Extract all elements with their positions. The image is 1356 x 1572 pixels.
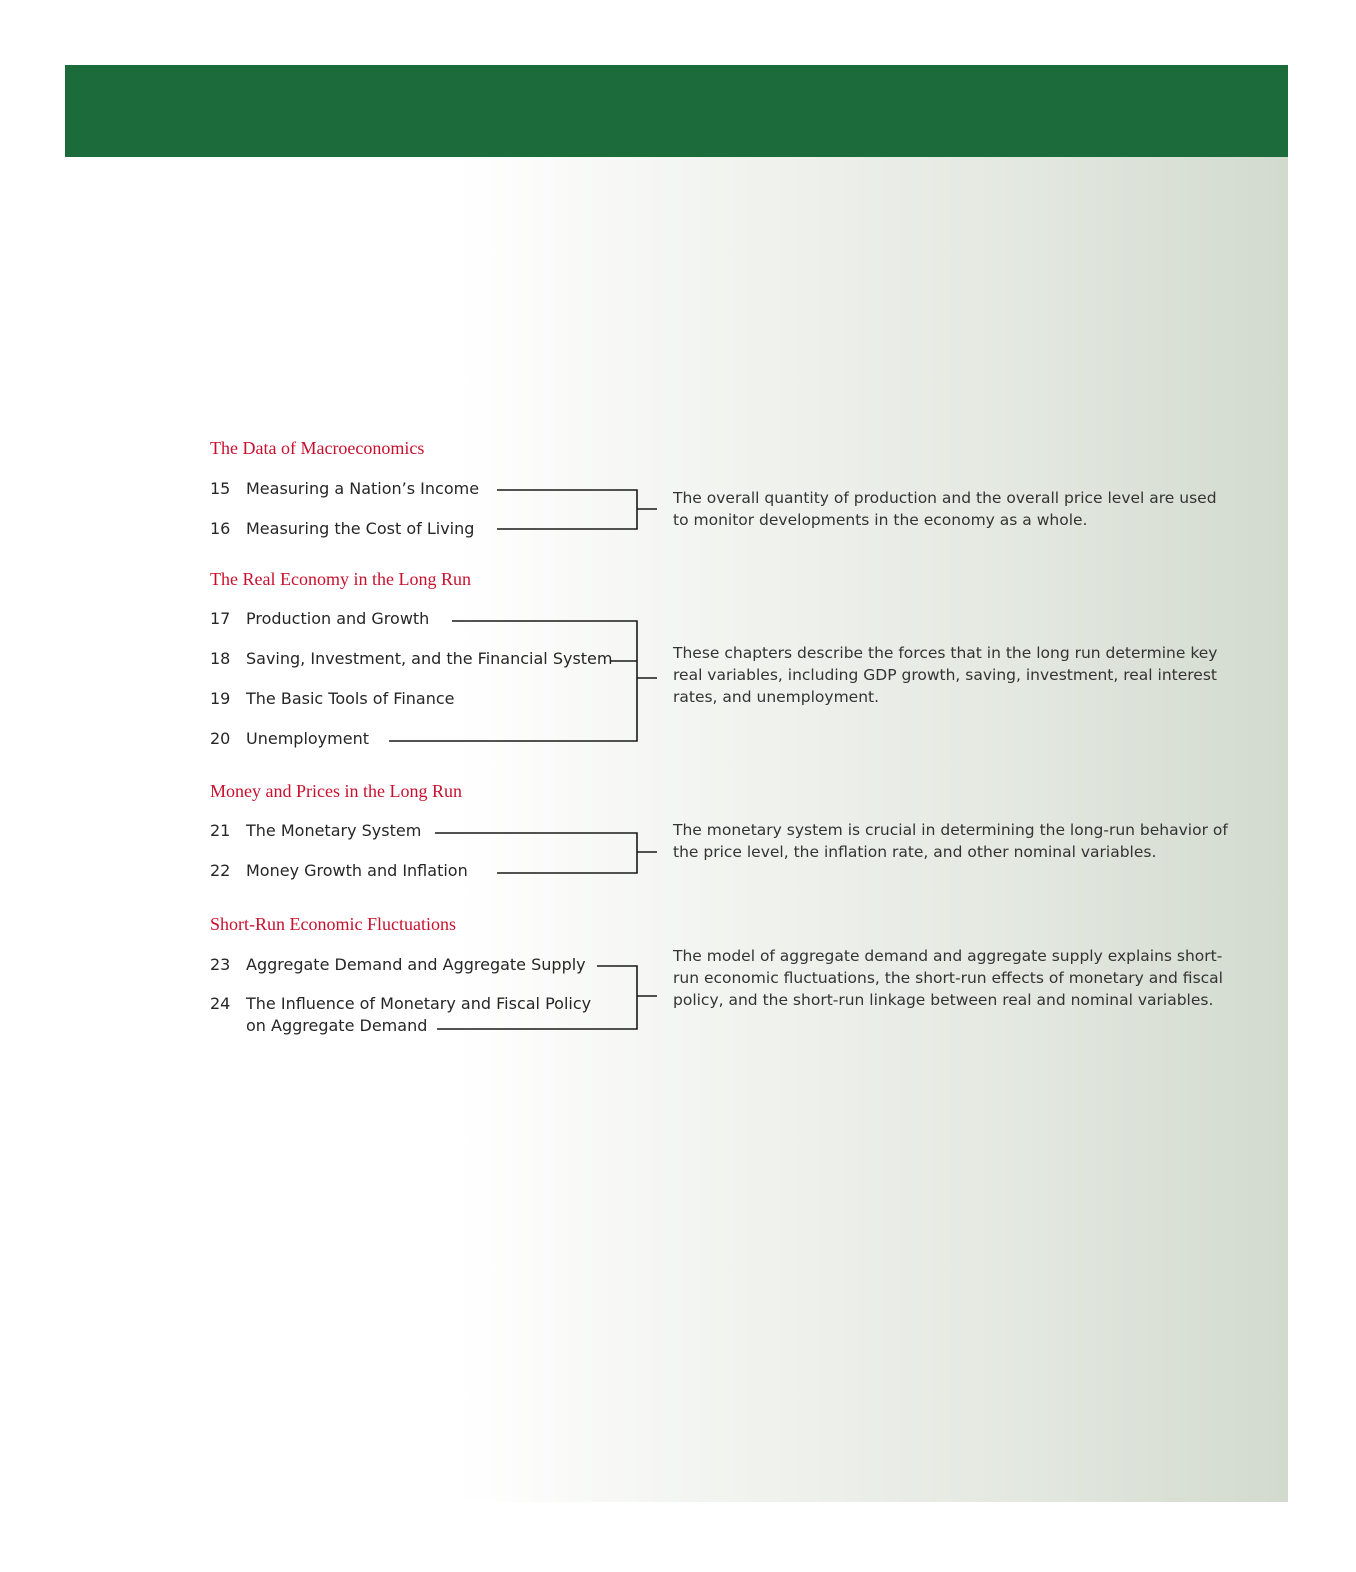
chapter-number: 24	[210, 994, 231, 1013]
chapter-22[interactable]	[210, 860, 468, 882]
chapter-number: 21	[210, 821, 231, 840]
chapter-17[interactable]	[210, 608, 429, 630]
section-description: The model of aggregate demand and aggregate supply explains short-run economic fluctuations, the short-run effects of monetary and fiscal policy, and the short-run linkage between real and nominal variables.	[673, 947, 1223, 1009]
chapter-23[interactable]	[210, 954, 586, 976]
chapter-number: 18	[210, 649, 231, 668]
chapter-title: The Monetary System	[246, 821, 422, 840]
chapter-title: The Basic Tools of Finance	[246, 689, 455, 708]
section-title-money-and-prices: Money and Prices in the Long Run	[210, 781, 462, 801]
chapter-number: 23	[210, 955, 231, 974]
chapter-title-line2: on Aggregate Demand	[246, 1016, 428, 1035]
chapter-number: 22	[210, 861, 231, 880]
chapter-title: Production and Growth	[246, 609, 430, 628]
chapter-21[interactable]	[210, 820, 421, 842]
section-title-short-run-fluctuations: Short-Run Economic Fluctuations	[210, 914, 456, 934]
chapter-16[interactable]	[210, 518, 474, 540]
chapter-title: Measuring a Nation’s Income	[246, 479, 480, 498]
chapter-15[interactable]	[210, 478, 479, 500]
chapter-19[interactable]	[210, 688, 455, 710]
chapter-number: 17	[210, 609, 231, 628]
chapter-20[interactable]	[210, 728, 369, 750]
chapter-title: Unemployment	[246, 729, 369, 748]
chapter-number: 20	[210, 729, 231, 748]
chapter-24[interactable]	[210, 993, 592, 1035]
section-description: The overall quantity of production and the overall price level are used to monitor developments in the economy as a whole.	[673, 489, 1217, 529]
section-title-real-economy-long-run: The Real Economy in the Long Run	[210, 569, 471, 589]
section-description: These chapters describe the forces that in the long run determine key real variables, including GDP growth, saving, investment, real interest rates, and unemployment.	[673, 644, 1218, 706]
chapter-number: 15	[210, 479, 231, 498]
chapter-18[interactable]	[210, 648, 612, 670]
chapter-number: 19	[210, 689, 231, 708]
chapter-title: Aggregate Demand and Aggregate Supply	[246, 955, 586, 974]
chapter-title: Saving, Investment, and the Financial System	[246, 649, 613, 668]
chapter-title: Measuring the Cost of Living	[246, 519, 475, 538]
chapter-title: Money Growth and Inflation	[246, 861, 468, 880]
section-title-data-of-macroeconomics: The Data of Macroeconomics	[210, 438, 425, 458]
header-band	[65, 65, 1288, 157]
chapter-title: The Influence of Monetary and Fiscal Policy	[246, 994, 592, 1013]
section-description: The monetary system is crucial in determining the long-run behavior of the price level, the inflation rate, and other nominal variables.	[673, 821, 1228, 861]
chapter-number: 16	[210, 519, 231, 538]
